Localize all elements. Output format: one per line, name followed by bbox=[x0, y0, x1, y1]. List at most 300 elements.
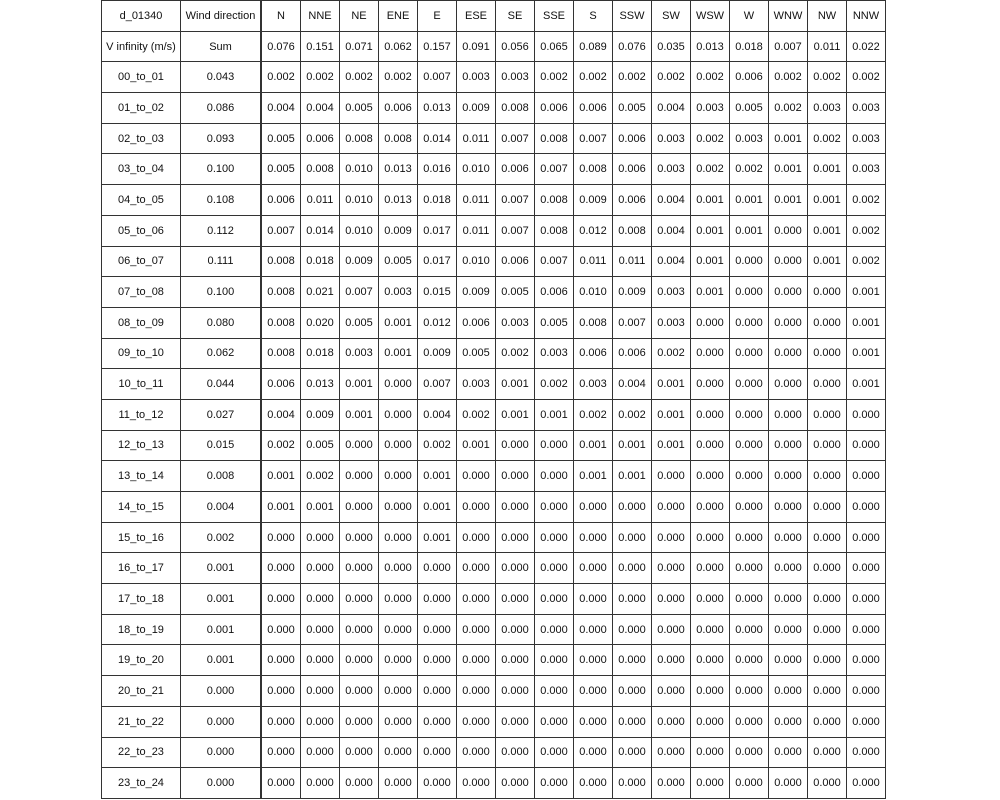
frequency-cell: 0.004 bbox=[652, 215, 691, 246]
direction-sum-cell: 0.157 bbox=[418, 31, 457, 62]
frequency-cell: 0.002 bbox=[847, 185, 886, 216]
frequency-cell: 0.000 bbox=[418, 768, 457, 799]
frequency-cell: 0.002 bbox=[730, 154, 769, 185]
frequency-cell: 0.003 bbox=[457, 62, 496, 93]
speed-bin-label: 14_to_15 bbox=[102, 492, 181, 523]
speed-bin-label: 19_to_20 bbox=[102, 645, 181, 676]
frequency-cell: 0.005 bbox=[340, 93, 379, 124]
direction-header-cell: SE bbox=[496, 1, 535, 32]
frequency-cell: 0.005 bbox=[535, 307, 574, 338]
frequency-cell: 0.003 bbox=[730, 123, 769, 154]
direction-sum-cell: 0.007 bbox=[769, 31, 808, 62]
frequency-cell: 0.000 bbox=[691, 614, 730, 645]
direction-sum-cell: 0.091 bbox=[457, 31, 496, 62]
row-sum-cell: 0.062 bbox=[181, 338, 261, 369]
table-row bbox=[102, 768, 886, 799]
frequency-cell: 0.000 bbox=[301, 645, 340, 676]
frequency-cell: 0.002 bbox=[535, 369, 574, 400]
frequency-cell: 0.006 bbox=[613, 123, 652, 154]
frequency-cell: 0.005 bbox=[613, 93, 652, 124]
frequency-cell: 0.001 bbox=[535, 399, 574, 430]
direction-header-cell: SSE bbox=[535, 1, 574, 32]
table-row bbox=[102, 614, 886, 645]
frequency-cell: 0.001 bbox=[418, 461, 457, 492]
frequency-cell: 0.000 bbox=[262, 706, 301, 737]
frequency-cell: 0.000 bbox=[769, 307, 808, 338]
frequency-cell: 0.009 bbox=[613, 277, 652, 308]
frequency-cell: 0.002 bbox=[340, 62, 379, 93]
frequency-cell: 0.000 bbox=[379, 645, 418, 676]
frequency-cell: 0.001 bbox=[730, 215, 769, 246]
frequency-cell: 0.006 bbox=[496, 154, 535, 185]
direction-header-cell: NE bbox=[340, 1, 379, 32]
frequency-cell: 0.001 bbox=[574, 430, 613, 461]
direction-header-cell: W bbox=[730, 1, 769, 32]
frequency-cell: 0.000 bbox=[262, 737, 301, 768]
table-row bbox=[102, 645, 886, 676]
frequency-cell: 0.007 bbox=[613, 307, 652, 338]
frequency-cell: 0.009 bbox=[457, 93, 496, 124]
frequency-cell: 0.000 bbox=[652, 553, 691, 584]
frequency-cell: 0.000 bbox=[379, 492, 418, 523]
frequency-cell: 0.000 bbox=[418, 614, 457, 645]
frequency-cell: 0.000 bbox=[340, 737, 379, 768]
frequency-cell: 0.000 bbox=[847, 676, 886, 707]
frequency-cell: 0.001 bbox=[808, 215, 847, 246]
frequency-cell: 0.000 bbox=[496, 676, 535, 707]
direction-header-cell: ESE bbox=[457, 1, 496, 32]
frequency-cell: 0.000 bbox=[340, 492, 379, 523]
frequency-cell: 0.006 bbox=[535, 93, 574, 124]
frequency-cell: 0.000 bbox=[535, 492, 574, 523]
frequency-cell: 0.000 bbox=[379, 768, 418, 799]
frequency-cell: 0.008 bbox=[496, 93, 535, 124]
frequency-cell: 0.011 bbox=[574, 246, 613, 277]
frequency-cell: 0.007 bbox=[496, 123, 535, 154]
frequency-cell: 0.002 bbox=[808, 62, 847, 93]
frequency-cell: 0.000 bbox=[301, 768, 340, 799]
frequency-cell: 0.007 bbox=[496, 215, 535, 246]
frequency-cell: 0.001 bbox=[691, 277, 730, 308]
frequency-cell: 0.002 bbox=[613, 399, 652, 430]
table-row bbox=[102, 123, 886, 154]
frequency-cell: 0.000 bbox=[262, 522, 301, 553]
speed-bin-label: 13_to_14 bbox=[102, 461, 181, 492]
frequency-cell: 0.000 bbox=[496, 706, 535, 737]
frequency-cell: 0.000 bbox=[769, 737, 808, 768]
frequency-cell: 0.000 bbox=[379, 369, 418, 400]
frequency-cell: 0.000 bbox=[340, 522, 379, 553]
frequency-cell: 0.001 bbox=[691, 246, 730, 277]
frequency-cell: 0.003 bbox=[652, 277, 691, 308]
row-sum-cell: 0.044 bbox=[181, 369, 261, 400]
frequency-cell: 0.000 bbox=[301, 584, 340, 615]
direction-header-row bbox=[102, 1, 886, 32]
frequency-cell: 0.000 bbox=[808, 307, 847, 338]
sum-label: Sum bbox=[181, 31, 261, 62]
frequency-cell: 0.001 bbox=[847, 277, 886, 308]
frequency-cell: 0.001 bbox=[691, 215, 730, 246]
frequency-cell: 0.001 bbox=[808, 185, 847, 216]
frequency-cell: 0.004 bbox=[418, 399, 457, 430]
frequency-cell: 0.015 bbox=[418, 277, 457, 308]
frequency-cell: 0.003 bbox=[574, 369, 613, 400]
frequency-cell: 0.000 bbox=[691, 553, 730, 584]
frequency-cell: 0.000 bbox=[730, 706, 769, 737]
speed-bin-label: 07_to_08 bbox=[102, 277, 181, 308]
frequency-cell: 0.000 bbox=[379, 737, 418, 768]
direction-header-cell: N bbox=[262, 1, 301, 32]
frequency-cell: 0.000 bbox=[652, 645, 691, 676]
table-row bbox=[102, 62, 886, 93]
frequency-cell: 0.000 bbox=[769, 768, 808, 799]
frequency-cell: 0.011 bbox=[457, 185, 496, 216]
frequency-cell: 0.000 bbox=[808, 461, 847, 492]
frequency-cell: 0.001 bbox=[613, 461, 652, 492]
wind-frequency-table-container bbox=[101, 0, 886, 799]
frequency-cell: 0.000 bbox=[847, 430, 886, 461]
table-row bbox=[102, 277, 886, 308]
frequency-cell: 0.002 bbox=[301, 461, 340, 492]
frequency-cell: 0.000 bbox=[457, 492, 496, 523]
frequency-cell: 0.000 bbox=[652, 492, 691, 523]
frequency-cell: 0.000 bbox=[652, 706, 691, 737]
frequency-cell: 0.000 bbox=[691, 307, 730, 338]
frequency-cell: 0.000 bbox=[535, 645, 574, 676]
row-sum-cell: 0.001 bbox=[181, 553, 261, 584]
frequency-cell: 0.008 bbox=[301, 154, 340, 185]
speed-bin-label: 15_to_16 bbox=[102, 522, 181, 553]
frequency-cell: 0.004 bbox=[262, 93, 301, 124]
frequency-cell: 0.000 bbox=[691, 768, 730, 799]
frequency-cell: 0.000 bbox=[652, 768, 691, 799]
frequency-cell: 0.005 bbox=[340, 307, 379, 338]
frequency-cell: 0.007 bbox=[418, 369, 457, 400]
row-sum-cell: 0.004 bbox=[181, 492, 261, 523]
frequency-cell: 0.001 bbox=[418, 492, 457, 523]
frequency-cell: 0.014 bbox=[301, 215, 340, 246]
frequency-cell: 0.000 bbox=[301, 614, 340, 645]
direction-sum-cell: 0.013 bbox=[691, 31, 730, 62]
frequency-cell: 0.001 bbox=[574, 461, 613, 492]
frequency-cell: 0.000 bbox=[262, 645, 301, 676]
frequency-cell: 0.000 bbox=[652, 522, 691, 553]
frequency-cell: 0.011 bbox=[301, 185, 340, 216]
frequency-cell: 0.000 bbox=[769, 277, 808, 308]
frequency-cell: 0.003 bbox=[535, 338, 574, 369]
frequency-cell: 0.000 bbox=[652, 737, 691, 768]
speed-bin-label: 20_to_21 bbox=[102, 676, 181, 707]
frequency-cell: 0.000 bbox=[262, 676, 301, 707]
frequency-cell: 0.000 bbox=[496, 430, 535, 461]
frequency-cell: 0.000 bbox=[574, 737, 613, 768]
frequency-cell: 0.000 bbox=[652, 614, 691, 645]
frequency-cell: 0.007 bbox=[418, 62, 457, 93]
table-row bbox=[102, 215, 886, 246]
frequency-cell: 0.002 bbox=[652, 62, 691, 93]
frequency-cell: 0.001 bbox=[340, 369, 379, 400]
frequency-cell: 0.000 bbox=[613, 737, 652, 768]
frequency-cell: 0.000 bbox=[652, 584, 691, 615]
frequency-cell: 0.000 bbox=[457, 676, 496, 707]
frequency-cell: 0.008 bbox=[262, 246, 301, 277]
wind-direction-header: Wind direction bbox=[181, 1, 261, 32]
direction-sum-cell: 0.076 bbox=[613, 31, 652, 62]
frequency-cell: 0.001 bbox=[769, 154, 808, 185]
frequency-cell: 0.000 bbox=[847, 584, 886, 615]
frequency-cell: 0.010 bbox=[574, 277, 613, 308]
frequency-cell: 0.001 bbox=[262, 461, 301, 492]
frequency-cell: 0.000 bbox=[769, 614, 808, 645]
frequency-cell: 0.000 bbox=[769, 369, 808, 400]
row-sum-cell: 0.000 bbox=[181, 676, 261, 707]
frequency-cell: 0.000 bbox=[730, 768, 769, 799]
row-sum-cell: 0.008 bbox=[181, 461, 261, 492]
frequency-cell: 0.000 bbox=[379, 522, 418, 553]
frequency-cell: 0.000 bbox=[340, 461, 379, 492]
frequency-cell: 0.000 bbox=[457, 706, 496, 737]
row-sum-cell: 0.108 bbox=[181, 185, 261, 216]
frequency-cell: 0.000 bbox=[691, 461, 730, 492]
table-row bbox=[102, 522, 886, 553]
frequency-cell: 0.000 bbox=[691, 645, 730, 676]
frequency-cell: 0.000 bbox=[730, 614, 769, 645]
frequency-cell: 0.001 bbox=[652, 369, 691, 400]
direction-header-cell: ENE bbox=[379, 1, 418, 32]
frequency-cell: 0.002 bbox=[301, 62, 340, 93]
frequency-cell: 0.000 bbox=[574, 492, 613, 523]
frequency-cell: 0.000 bbox=[301, 522, 340, 553]
frequency-cell: 0.013 bbox=[379, 154, 418, 185]
speed-bin-label: 06_to_07 bbox=[102, 246, 181, 277]
frequency-cell: 0.003 bbox=[652, 123, 691, 154]
table-id-label: d_01340 bbox=[102, 1, 181, 32]
frequency-cell: 0.000 bbox=[808, 706, 847, 737]
frequency-cell: 0.016 bbox=[418, 154, 457, 185]
frequency-cell: 0.010 bbox=[340, 154, 379, 185]
frequency-cell: 0.000 bbox=[808, 277, 847, 308]
speed-bin-label: 08_to_09 bbox=[102, 307, 181, 338]
frequency-cell: 0.007 bbox=[340, 277, 379, 308]
frequency-cell: 0.001 bbox=[496, 399, 535, 430]
frequency-cell: 0.000 bbox=[535, 706, 574, 737]
frequency-cell: 0.000 bbox=[574, 584, 613, 615]
frequency-cell: 0.008 bbox=[613, 215, 652, 246]
frequency-cell: 0.000 bbox=[808, 430, 847, 461]
frequency-cell: 0.000 bbox=[691, 676, 730, 707]
frequency-cell: 0.000 bbox=[691, 737, 730, 768]
frequency-cell: 0.000 bbox=[574, 768, 613, 799]
speed-bin-label: 17_to_18 bbox=[102, 584, 181, 615]
frequency-cell: 0.000 bbox=[730, 307, 769, 338]
row-sum-cell: 0.000 bbox=[181, 737, 261, 768]
frequency-cell: 0.000 bbox=[340, 614, 379, 645]
frequency-cell: 0.000 bbox=[769, 399, 808, 430]
frequency-cell: 0.001 bbox=[808, 246, 847, 277]
frequency-cell: 0.000 bbox=[808, 614, 847, 645]
frequency-cell: 0.000 bbox=[496, 768, 535, 799]
frequency-cell: 0.000 bbox=[691, 430, 730, 461]
frequency-cell: 0.004 bbox=[652, 185, 691, 216]
frequency-cell: 0.004 bbox=[301, 93, 340, 124]
row-sum-cell: 0.086 bbox=[181, 93, 261, 124]
frequency-cell: 0.001 bbox=[808, 154, 847, 185]
frequency-cell: 0.005 bbox=[730, 93, 769, 124]
sum-row bbox=[102, 31, 886, 62]
table-row bbox=[102, 185, 886, 216]
frequency-cell: 0.008 bbox=[535, 123, 574, 154]
frequency-cell: 0.001 bbox=[769, 123, 808, 154]
frequency-cell: 0.006 bbox=[262, 369, 301, 400]
frequency-cell: 0.000 bbox=[574, 676, 613, 707]
frequency-cell: 0.011 bbox=[457, 123, 496, 154]
frequency-cell: 0.000 bbox=[847, 706, 886, 737]
frequency-cell: 0.001 bbox=[769, 185, 808, 216]
frequency-cell: 0.000 bbox=[613, 676, 652, 707]
row-sum-cell: 0.001 bbox=[181, 584, 261, 615]
frequency-cell: 0.000 bbox=[730, 277, 769, 308]
frequency-cell: 0.000 bbox=[535, 553, 574, 584]
frequency-cell: 0.000 bbox=[769, 584, 808, 615]
frequency-cell: 0.000 bbox=[340, 676, 379, 707]
frequency-cell: 0.009 bbox=[379, 215, 418, 246]
frequency-cell: 0.000 bbox=[457, 522, 496, 553]
frequency-cell: 0.000 bbox=[340, 553, 379, 584]
frequency-cell: 0.005 bbox=[457, 338, 496, 369]
direction-header-cell: WSW bbox=[691, 1, 730, 32]
frequency-cell: 0.001 bbox=[847, 307, 886, 338]
frequency-cell: 0.011 bbox=[613, 246, 652, 277]
speed-bin-label: 00_to_01 bbox=[102, 62, 181, 93]
frequency-cell: 0.000 bbox=[808, 676, 847, 707]
frequency-cell: 0.008 bbox=[262, 277, 301, 308]
frequency-cell: 0.000 bbox=[808, 645, 847, 676]
frequency-cell: 0.000 bbox=[457, 553, 496, 584]
frequency-cell: 0.009 bbox=[418, 338, 457, 369]
frequency-cell: 0.000 bbox=[574, 645, 613, 676]
speed-bin-label: 21_to_22 bbox=[102, 706, 181, 737]
frequency-cell: 0.018 bbox=[301, 246, 340, 277]
frequency-cell: 0.002 bbox=[574, 399, 613, 430]
frequency-cell: 0.001 bbox=[730, 185, 769, 216]
frequency-cell: 0.000 bbox=[769, 706, 808, 737]
frequency-cell: 0.000 bbox=[496, 737, 535, 768]
frequency-cell: 0.000 bbox=[730, 399, 769, 430]
frequency-cell: 0.005 bbox=[379, 246, 418, 277]
frequency-cell: 0.000 bbox=[847, 645, 886, 676]
frequency-cell: 0.000 bbox=[808, 553, 847, 584]
frequency-cell: 0.002 bbox=[418, 430, 457, 461]
frequency-cell: 0.006 bbox=[613, 338, 652, 369]
direction-sum-cell: 0.035 bbox=[652, 31, 691, 62]
frequency-cell: 0.008 bbox=[574, 307, 613, 338]
frequency-cell: 0.000 bbox=[301, 706, 340, 737]
frequency-cell: 0.003 bbox=[847, 93, 886, 124]
frequency-cell: 0.001 bbox=[847, 338, 886, 369]
frequency-cell: 0.000 bbox=[652, 676, 691, 707]
frequency-cell: 0.000 bbox=[457, 737, 496, 768]
row-sum-cell: 0.015 bbox=[181, 430, 261, 461]
frequency-cell: 0.000 bbox=[730, 492, 769, 523]
frequency-cell: 0.013 bbox=[418, 93, 457, 124]
frequency-cell: 0.000 bbox=[730, 369, 769, 400]
frequency-cell: 0.017 bbox=[418, 215, 457, 246]
frequency-cell: 0.000 bbox=[769, 215, 808, 246]
frequency-cell: 0.003 bbox=[808, 93, 847, 124]
frequency-cell: 0.000 bbox=[418, 584, 457, 615]
frequency-cell: 0.000 bbox=[613, 768, 652, 799]
table-row bbox=[102, 676, 886, 707]
frequency-cell: 0.000 bbox=[574, 522, 613, 553]
frequency-cell: 0.000 bbox=[301, 676, 340, 707]
frequency-cell: 0.003 bbox=[691, 93, 730, 124]
row-sum-cell: 0.000 bbox=[181, 768, 261, 799]
frequency-cell: 0.008 bbox=[262, 338, 301, 369]
direction-header-cell: S bbox=[574, 1, 613, 32]
frequency-cell: 0.006 bbox=[379, 93, 418, 124]
frequency-cell: 0.000 bbox=[496, 522, 535, 553]
direction-header-cell: E bbox=[418, 1, 457, 32]
frequency-cell: 0.010 bbox=[340, 185, 379, 216]
frequency-cell: 0.000 bbox=[730, 584, 769, 615]
frequency-cell: 0.000 bbox=[808, 369, 847, 400]
frequency-cell: 0.000 bbox=[574, 706, 613, 737]
frequency-cell: 0.006 bbox=[613, 185, 652, 216]
frequency-cell: 0.000 bbox=[808, 492, 847, 523]
frequency-cell: 0.000 bbox=[613, 492, 652, 523]
frequency-cell: 0.000 bbox=[457, 645, 496, 676]
frequency-cell: 0.001 bbox=[379, 338, 418, 369]
frequency-cell: 0.006 bbox=[730, 62, 769, 93]
frequency-cell: 0.000 bbox=[730, 737, 769, 768]
frequency-cell: 0.021 bbox=[301, 277, 340, 308]
row-sum-cell: 0.100 bbox=[181, 154, 261, 185]
speed-bin-label: 11_to_12 bbox=[102, 399, 181, 430]
frequency-cell: 0.000 bbox=[847, 461, 886, 492]
frequency-cell: 0.017 bbox=[418, 246, 457, 277]
frequency-cell: 0.003 bbox=[340, 338, 379, 369]
direction-header-cell: SW bbox=[652, 1, 691, 32]
frequency-cell: 0.000 bbox=[262, 768, 301, 799]
frequency-cell: 0.002 bbox=[262, 62, 301, 93]
frequency-cell: 0.006 bbox=[262, 185, 301, 216]
frequency-cell: 0.000 bbox=[808, 768, 847, 799]
frequency-cell: 0.000 bbox=[808, 522, 847, 553]
frequency-cell: 0.002 bbox=[691, 123, 730, 154]
frequency-cell: 0.001 bbox=[418, 522, 457, 553]
frequency-cell: 0.000 bbox=[730, 338, 769, 369]
frequency-cell: 0.007 bbox=[574, 123, 613, 154]
frequency-cell: 0.000 bbox=[418, 645, 457, 676]
frequency-cell: 0.001 bbox=[652, 399, 691, 430]
frequency-cell: 0.000 bbox=[847, 522, 886, 553]
frequency-cell: 0.002 bbox=[847, 62, 886, 93]
frequency-cell: 0.000 bbox=[769, 676, 808, 707]
wind-frequency-table bbox=[101, 0, 886, 799]
frequency-cell: 0.000 bbox=[340, 768, 379, 799]
direction-header-cell: SSW bbox=[613, 1, 652, 32]
table-row bbox=[102, 492, 886, 523]
frequency-cell: 0.000 bbox=[379, 584, 418, 615]
frequency-cell: 0.008 bbox=[535, 185, 574, 216]
speed-bin-label: 16_to_17 bbox=[102, 553, 181, 584]
frequency-cell: 0.000 bbox=[847, 768, 886, 799]
frequency-cell: 0.005 bbox=[262, 154, 301, 185]
frequency-cell: 0.000 bbox=[847, 553, 886, 584]
table-row bbox=[102, 706, 886, 737]
frequency-cell: 0.000 bbox=[691, 492, 730, 523]
frequency-cell: 0.012 bbox=[574, 215, 613, 246]
